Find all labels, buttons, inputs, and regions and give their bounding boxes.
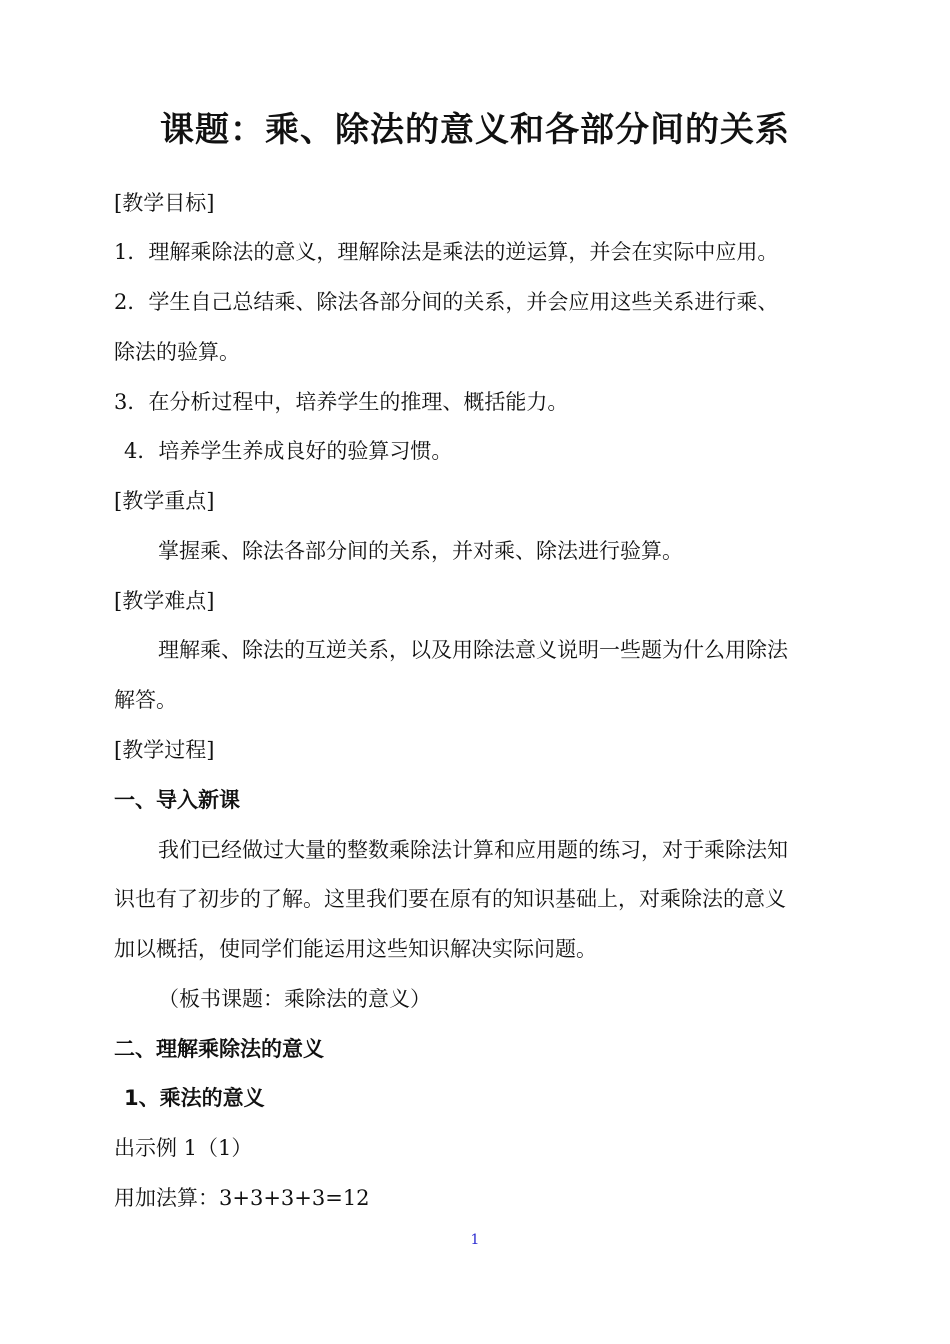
intro-paragraph-line-3: 加以概括，使同学们能运用这些知识解决实际问题。 bbox=[114, 937, 597, 961]
board-note: （板书课题：乘除法的意义） bbox=[158, 987, 431, 1011]
subsection-heading-1: 1、乘法的意义 bbox=[124, 1086, 265, 1110]
example-label: 出示例 1（1） bbox=[114, 1136, 253, 1160]
goal-item-2: 2．学生自己总结乘、除法各部分间的关系，并会应用这些关系进行乘、 bbox=[114, 290, 779, 314]
section-heading-1: 一、导入新课 bbox=[114, 788, 240, 812]
goal-item-3: 3．在分析过程中，培养学生的推理、概括能力。 bbox=[114, 390, 569, 414]
addition-equation: 用加法算：3+3+3+3=12 bbox=[114, 1186, 370, 1210]
difficulty-heading: [教学难点] bbox=[114, 589, 215, 613]
key-points-heading: [教学重点] bbox=[114, 489, 215, 513]
goal-item-4: 4．培养学生养成良好的验算习惯。 bbox=[124, 439, 453, 463]
intro-paragraph-line-2: 识也有了初步的了解。这里我们要在原有的知识基础上，对乘除法的意义 bbox=[114, 887, 786, 911]
goals-heading: [教学目标] bbox=[114, 191, 215, 215]
goal-item-2-continued: 除法的验算。 bbox=[114, 340, 240, 364]
difficulty-text-continued: 解答。 bbox=[114, 688, 177, 712]
intro-paragraph-line-1: 我们已经做过大量的整数乘除法计算和应用题的练习，对于乘除法知 bbox=[158, 838, 788, 862]
page-number: 1 bbox=[470, 1232, 480, 1248]
process-heading: [教学过程] bbox=[114, 738, 215, 762]
goal-item-1: 1．理解乘除法的意义，理解除法是乘法的逆运算，并会在实际中应用。 bbox=[114, 240, 779, 264]
key-points-text: 掌握乘、除法各部分间的关系，并对乘、除法进行验算。 bbox=[158, 539, 683, 563]
section-heading-2: 二、理解乘除法的意义 bbox=[114, 1037, 324, 1061]
difficulty-text: 理解乘、除法的互逆关系，以及用除法意义说明一些题为什么用除法 bbox=[158, 638, 788, 662]
page-title: 课题：乘、除法的意义和各部分间的关系 bbox=[160, 110, 790, 150]
